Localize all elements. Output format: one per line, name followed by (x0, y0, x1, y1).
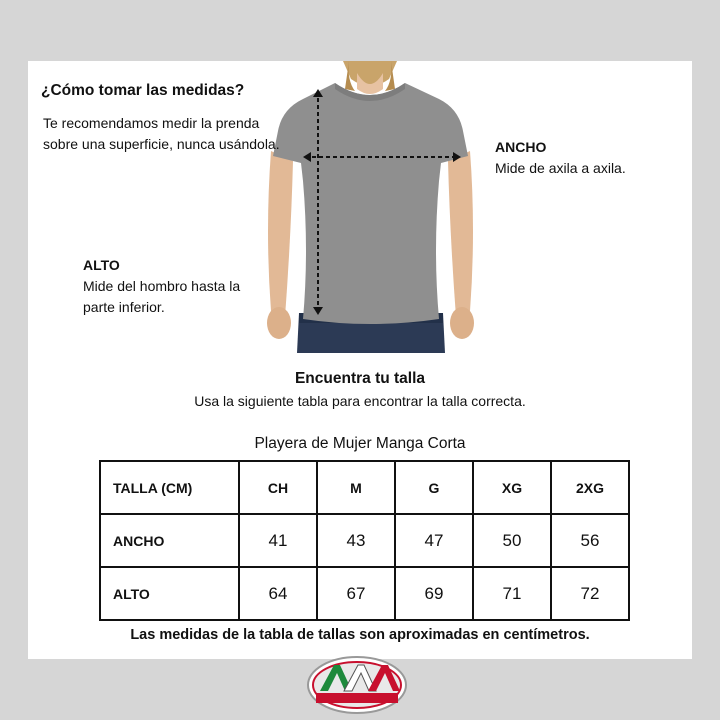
table-cell: 72 (551, 567, 629, 620)
table-column-header: XG (473, 461, 551, 514)
table-cell: 67 (317, 567, 395, 620)
footnote: Las medidas de la tabla de tallas son aproximadas en centímetros. (130, 627, 590, 643)
find-size-title: Encuentra tu talla (294, 370, 426, 387)
find-size-subtitle: Usa la siguiente tabla para encontrar la talla correcta. (194, 393, 526, 409)
table-column-header: M (317, 461, 395, 514)
table-column-header: CH (239, 461, 317, 514)
howto-title: ¿Cómo tomar las medidas? (41, 82, 245, 99)
table-cell: 47 (395, 514, 473, 567)
ancho-annotation (495, 137, 626, 179)
alto-annotation (83, 255, 263, 318)
size-guide-card (28, 61, 692, 659)
howto-text: Te recomendamos medir la prenda sobre una superficie, nunca usándola. (43, 115, 280, 152)
table-caption: Playera de Mujer Manga Corta (254, 435, 466, 452)
table-cell: 56 (551, 514, 629, 567)
ancho-label: ANCHO (495, 139, 547, 155)
table-row (100, 514, 629, 567)
alto-description: Mide del hombro hasta la parte inferior. (83, 278, 241, 315)
alto-label: ALTO (83, 257, 120, 273)
table-column-header: G (395, 461, 473, 514)
aaa-logo (306, 655, 408, 715)
table-header-label: TALLA (CM) (100, 461, 239, 514)
table-cell: 43 (317, 514, 395, 567)
size-table (99, 460, 630, 621)
table-row (100, 567, 629, 620)
table-column-header: 2XG (551, 461, 629, 514)
table-row-label: ALTO (100, 567, 239, 620)
model-figure (263, 61, 478, 353)
table-cell: 69 (395, 567, 473, 620)
table-header-row (100, 461, 629, 514)
table-cell: 64 (239, 567, 317, 620)
table-cell: 71 (473, 567, 551, 620)
table-row-label: ANCHO (100, 514, 239, 567)
table-cell: 41 (239, 514, 317, 567)
table-cell: 50 (473, 514, 551, 567)
ancho-description: Mide de axila a axila. (495, 160, 626, 176)
